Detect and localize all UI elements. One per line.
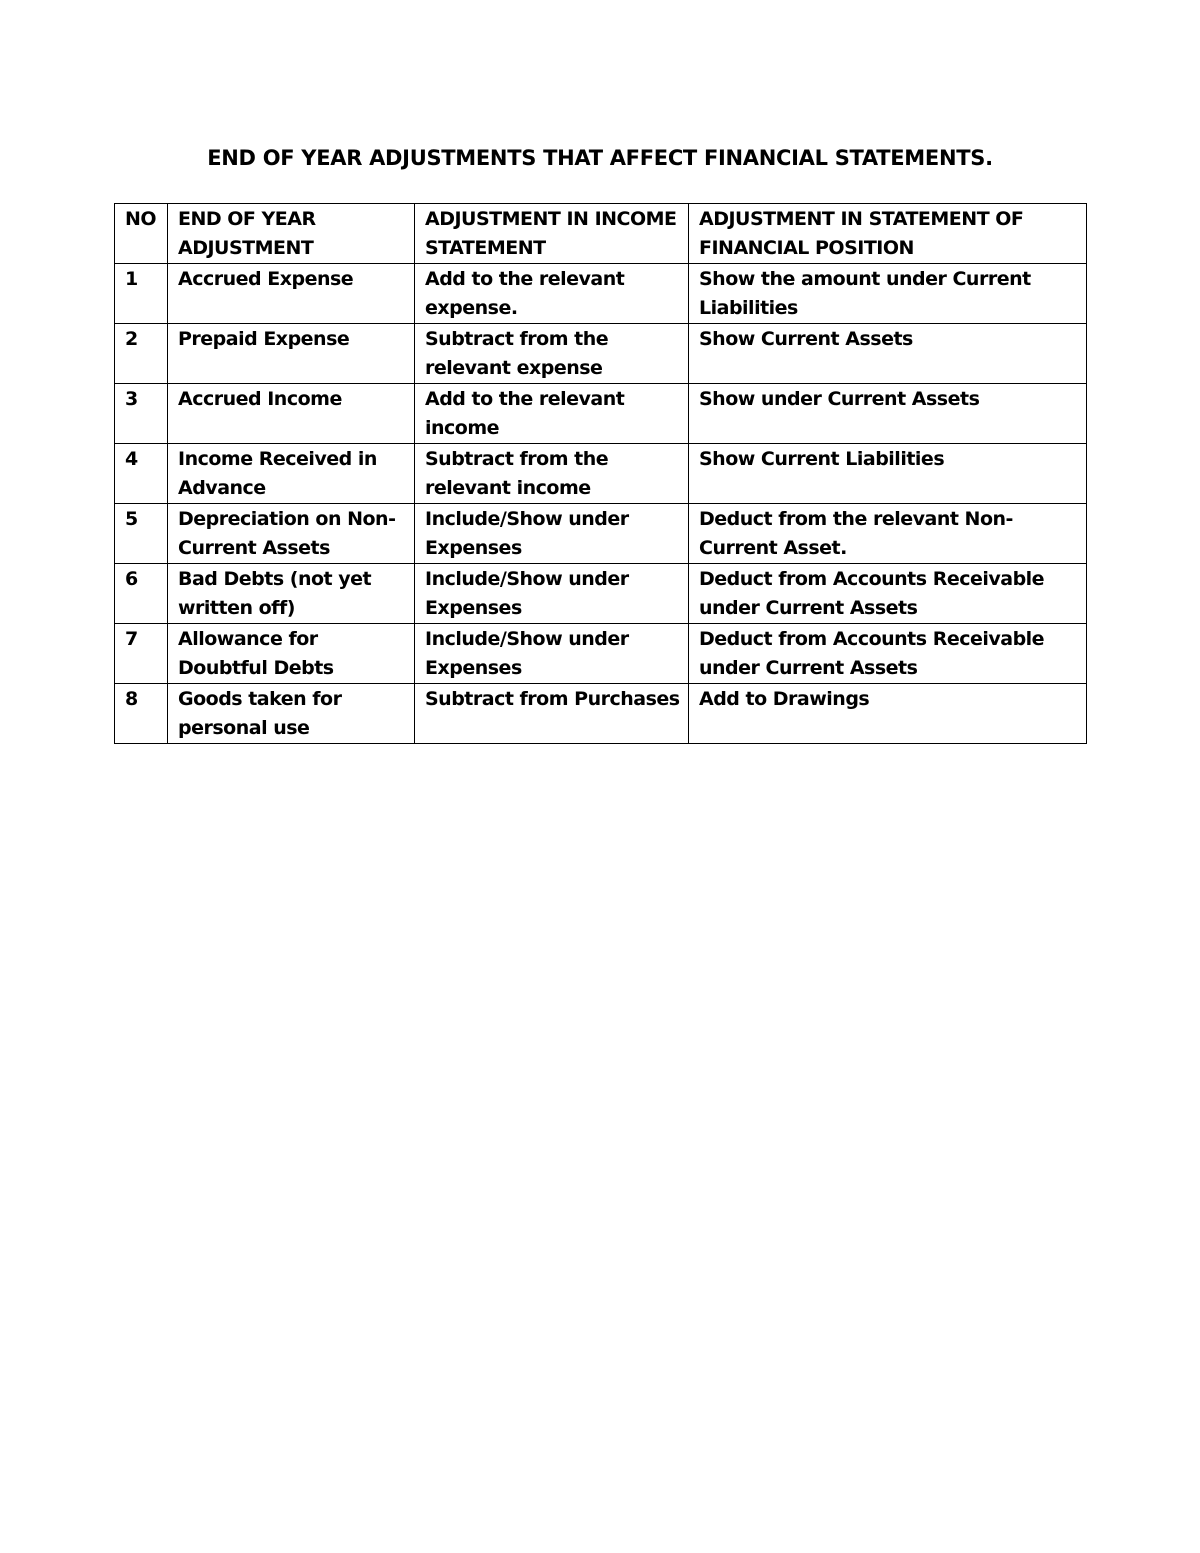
cell-adjustment: Allowance for Doubtful Debts <box>168 624 415 684</box>
cell-adjustment: Prepaid Expense <box>168 324 415 384</box>
cell-no: 3 <box>115 384 168 444</box>
cell-adjustment: Goods taken for personal use <box>168 684 415 744</box>
cell-no: 8 <box>115 684 168 744</box>
cell-financial-position: Show the amount under Current Liabilities <box>689 264 1087 324</box>
table-row <box>115 564 1087 624</box>
header-income-statement: ADJUSTMENT IN INCOME STATEMENT <box>415 204 689 264</box>
table-row <box>115 684 1087 744</box>
cell-adjustment: Depreciation on Non-Current Assets <box>168 504 415 564</box>
cell-financial-position: Add to Drawings <box>689 684 1087 744</box>
table-row <box>115 624 1087 684</box>
table-header-row <box>115 204 1087 264</box>
cell-income-statement: Include/Show under Expenses <box>415 564 689 624</box>
page-title: END OF YEAR ADJUSTMENTS THAT AFFECT FINANCIAL STATEMENTS. <box>207 146 993 170</box>
cell-financial-position: Deduct from the relevant Non-Current Asset. <box>689 504 1087 564</box>
cell-adjustment: Accrued Income <box>168 384 415 444</box>
table-row <box>115 264 1087 324</box>
header-end-of-year-adjustment: END OF YEAR ADJUSTMENT <box>168 204 415 264</box>
header-financial-position: ADJUSTMENT IN STATEMENT OF FINANCIAL POSITION <box>689 204 1087 264</box>
cell-income-statement: Subtract from the relevant income <box>415 444 689 504</box>
table-row <box>115 504 1087 564</box>
cell-financial-position: Show Current Liabilities <box>689 444 1087 504</box>
cell-financial-position: Deduct from Accounts Receivable under Current Assets <box>689 624 1087 684</box>
table-row <box>115 324 1087 384</box>
header-no: NO <box>115 204 168 264</box>
cell-income-statement: Subtract from the relevant expense <box>415 324 689 384</box>
cell-income-statement: Subtract from Purchases <box>415 684 689 744</box>
cell-no: 2 <box>115 324 168 384</box>
table-row <box>115 444 1087 504</box>
cell-financial-position: Show under Current Assets <box>689 384 1087 444</box>
cell-income-statement: Add to the relevant income <box>415 384 689 444</box>
cell-no: 4 <box>115 444 168 504</box>
adjustments-table <box>114 203 1087 744</box>
cell-income-statement: Add to the relevant expense. <box>415 264 689 324</box>
cell-no: 5 <box>115 504 168 564</box>
cell-no: 7 <box>115 624 168 684</box>
table-row <box>115 384 1087 444</box>
cell-adjustment: Accrued Expense <box>168 264 415 324</box>
cell-adjustment: Income Received in Advance <box>168 444 415 504</box>
cell-financial-position: Deduct from Accounts Receivable under Current Assets <box>689 564 1087 624</box>
cell-no: 6 <box>115 564 168 624</box>
cell-financial-position: Show Current Assets <box>689 324 1087 384</box>
cell-adjustment: Bad Debts (not yet written off) <box>168 564 415 624</box>
cell-income-statement: Include/Show under Expenses <box>415 504 689 564</box>
cell-no: 1 <box>115 264 168 324</box>
cell-income-statement: Include/Show under Expenses <box>415 624 689 684</box>
